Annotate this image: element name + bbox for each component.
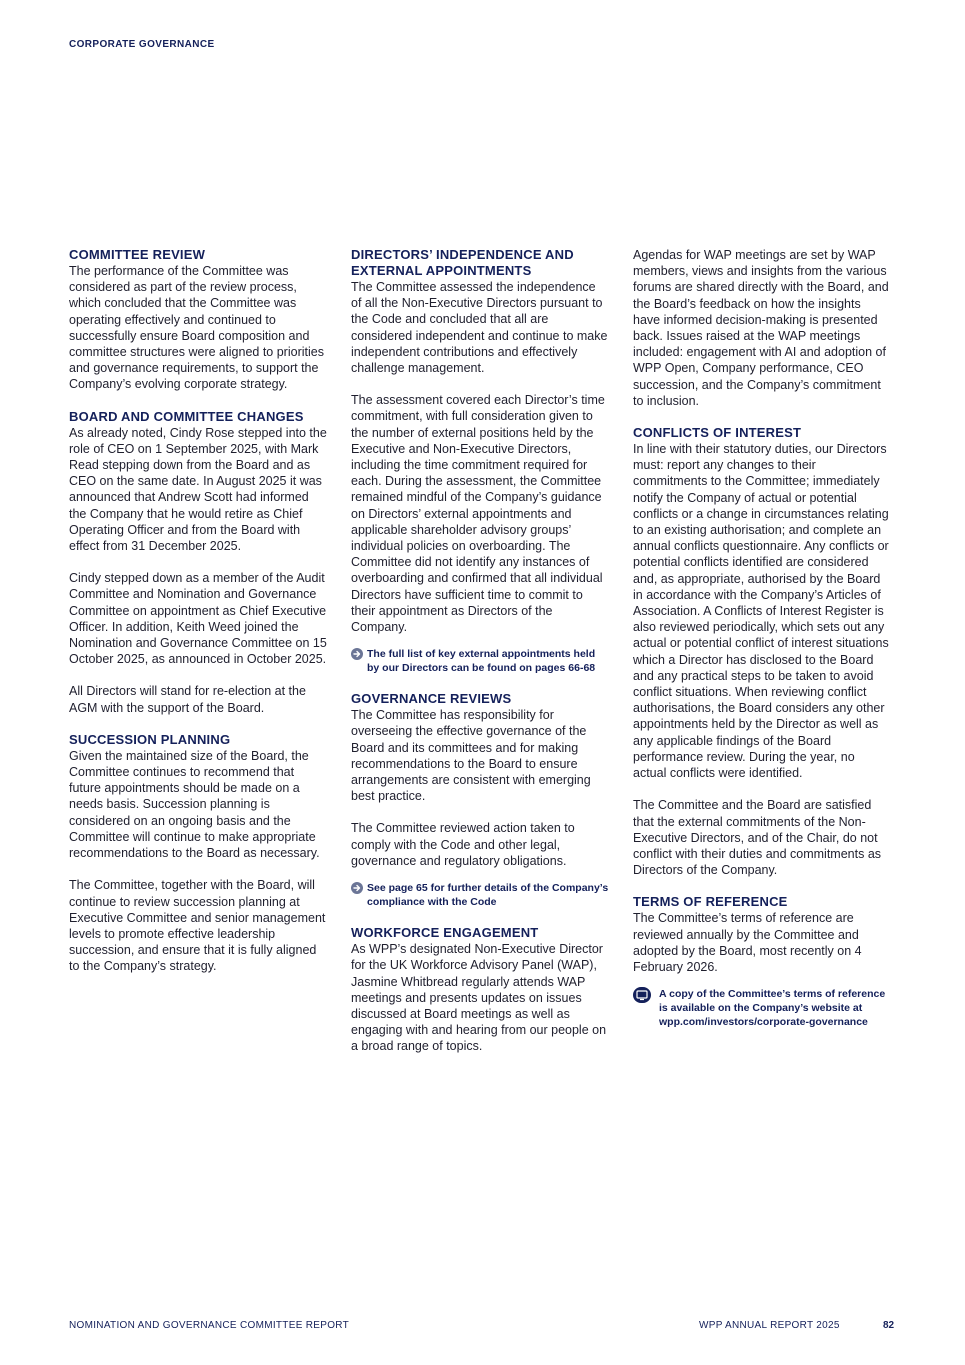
terms-p1: The Committee’s terms of reference are reviewed annually by the Committee and adopted by the Board, most recently on 4 February 2026.	[633, 911, 862, 974]
footer-annual-report: WPP ANNUAL REPORT 2025	[699, 1320, 840, 1331]
committee-review-text: The performance of the Committee was considered as part of the review process, which concluded that the Committee was operating effectively and continued to successfully ensure Board composition and committee structures were aligned to priorities and governance requirements, to support the Company’s evolving corporate strategy.	[69, 264, 324, 392]
succession-p2: The Committee, together with the Board, will continue to review succession planning at Executive Committee and senior management levels to promote effective leadership succession, and ensure that it is fully aligned to the Company’s strategy.	[69, 878, 326, 974]
workforce-p1: As WPP’s designated Non-Executive Director for the UK Workforce Advisory Panel (WAP), Jasmine Whitbread regularly attends WAP meetings and presents updates on issues discussed at Board meetings as well as engaging with and hearing from our people on a broad range of topics.	[351, 942, 607, 1054]
section-label: CORPORATE GOVERNANCE	[69, 39, 215, 50]
column-3	[633, 247, 891, 1029]
board-changes-p3: All Directors will stand for re-election at the AGM with the support of the Board.	[69, 684, 306, 715]
succession-p1: Given the maintained size of the Board, the Committee continues to recommend that future appointments should be made on a needs basis. Succession planning is considered on an ongoing basis and the Committee will continue to make appropriate recommendations to the Board as necessary.	[69, 748, 320, 861]
terms-website-note-text[interactable]: A copy of the Committee’s terms of reference is available on the Company’s website at wpp.com/investors/corporate-governance	[659, 988, 886, 1029]
heading-conflicts-of-interest: CONFLICTS OF INTEREST	[633, 425, 802, 441]
heading-succession-planning: SUCCESSION PLANNING	[69, 731, 231, 747]
conflicts-p1: In line with their statutory duties, our Directors must: report any changes to their commitments to the Committee; immediately notify the Company of actual or potential conflicts or a change in circumstances relating to an existing authorisation; and complete an annual conflicts questionnaire. Any conflicts or potential conflicts identified are considered and, as appropriate, authorised by the Board in accordance with the Company’s Articles of Association. A Conflicts of Interest Register is also reviewed periodically, which sets out any actual or potential conflict of interest situations which a Director has disclosed to the Board and any practical steps to be taken to avoid conflict situations. When reviewing conflict authorisations, the Board considers any other appointments held by the Director as well as any applicable findings of the Board performance review. During the year, no actual conflicts were identified.	[633, 442, 889, 781]
monitor-icon	[633, 987, 651, 1003]
heading-independence: DIRECTORS’ INDEPENDENCE AND EXTERNAL APPOINTMENTS	[351, 247, 574, 278]
independence-p2: The assessment covered each Director’s time commitment, with full consideration given to the number of external positions held by the Executive and Non-Executive Directors, including the time commitment required for each. During the assessment, the Committee remained mindful of the Company’s guidance on Directors’ external appointments and applicable shareholder advisory groups’ individual policies on overboarding. The Committee did not identify any instances of overboarding and confirmed that all individual Directors have sufficient time to commit to their appointment as Directors of the Company.	[351, 393, 605, 635]
column-2	[351, 247, 609, 1055]
external-appointments-note-text[interactable]: The full list of key external appointments held by our Directors can be found on pages 66-68	[367, 648, 596, 675]
governance-reviews-p1: The Committee has responsibility for overseeing the effective governance of the Board and its committees and for making recommendations to the Board to ensure arrangements are consistent with emerging best practice.	[351, 708, 591, 804]
wap-p1: Agendas for WAP meetings are set by WAP members, views and insights from the various forums are shared directly with the Board, and the Board’s feedback on how the insights have informed decision-making is presented back. Issues raised at the WAP meetings included: engagement with AI and adoption of WPP Open, Company performance, CEO succession, and the Company’s commitment to inclusion.	[633, 248, 889, 408]
arrow-right-icon	[351, 648, 363, 660]
board-changes-p1: As already noted, Cindy Rose stepped into the role of CEO on 1 September 2025, with Mark Read stepping down from the Board and as CEO on the same date. In August 2025 it was announced that Andrew Scott had informed the Company that he would retire as Chief Operating Officer and from the Board with effect from 31 December 2025.	[69, 425, 327, 554]
external-appointments-note[interactable]	[351, 647, 609, 675]
conflicts-p2: The Committee and the Board are satisfied that the external commitments of the Non-Executive Directors, and of the Chair, do not conflict with their duties and commitments as Directors of the Company.	[633, 798, 882, 878]
terms-website-note[interactable]	[633, 987, 891, 1029]
heading-committee-review: COMMITTEE REVIEW	[69, 247, 206, 262]
board-changes-p2: Cindy stepped down as a member of the Audit Committee and Nomination and Governance Committee on appointment as Chief Executive Officer. In addition, Keith Weed joined the Nomination and Governance Committee on 15 October 2025, as announced in October 2025.	[69, 571, 327, 667]
heading-terms-of-reference: TERMS OF REFERENCE	[633, 894, 788, 910]
independence-p1: The Committee assessed the independence of all the Non-Executive Directors pursuant to the Code and concluded that all are considered independent and continue to make independent contributions and effectively challenge management.	[351, 280, 608, 376]
page-number: 82	[883, 1320, 895, 1331]
footer-report-title: NOMINATION AND GOVERNANCE COMMITTEE REPORT	[69, 1320, 350, 1331]
heading-workforce-engagement: WORKFORCE ENGAGEMENT	[351, 925, 539, 941]
code-compliance-note-text[interactable]: See page 65 for further details of the Company’s compliance with the Code	[367, 882, 609, 909]
column-1	[69, 247, 327, 975]
arrow-right-icon	[351, 882, 363, 894]
heading-board-changes: BOARD AND COMMITTEE CHANGES	[69, 408, 304, 424]
heading-governance-reviews: GOVERNANCE REVIEWS	[351, 691, 512, 707]
governance-reviews-p2: The Committee reviewed action taken to comply with the Code and other legal, governance and regulatory obligations.	[351, 821, 575, 868]
code-compliance-note[interactable]	[351, 881, 609, 909]
